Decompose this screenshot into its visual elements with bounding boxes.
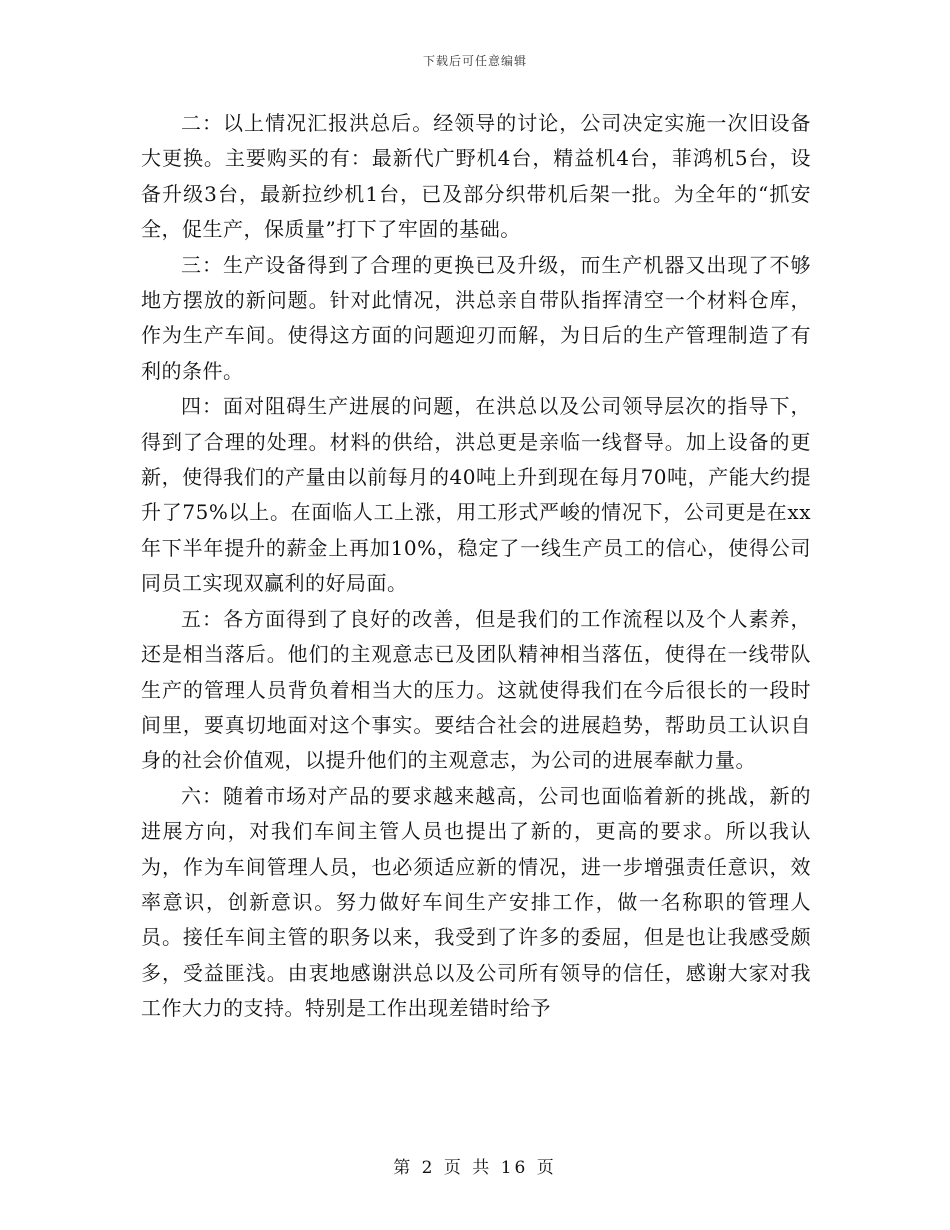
paragraph-4: 四：面对阻碍生产进展的问题，在洪总以及公司领导层次的指导下，得到了合理的处理。材料的供给，洪总更是亲临一线督导。加上设备的更新，使得我们的产量由以前每月的40吨上升到现在每月70吨，产能大约提升了75%以上。在面临人工上涨，用工形式严峻的情况下，公司更是在xx年下半年提升的薪金上再加10%，稳定了一线生产员工的信心，使得公司同员工实现双赢利的好局面。 — [141, 394, 811, 596]
paragraph-2: 二：以上情况汇报洪总后。经领导的讨论，公司决定实施一次旧设备大更换。主要购买的有：最新代广野机4台，精益机4台，菲鸿机5台，设备升级3台，最新拉纱机1台，已及部分织带机后架一批。为全年的“抓安全，促生产，保质量”打下了牢固的基础。 — [141, 111, 811, 242]
paragraph-5: 五：各方面得到了良好的改善，但是我们的工作流程以及个人素养，还是相当落后。他们的主观意志已及团队精神相当落伍，使得在一线带队生产的管理人员背负着相当大的压力。这就使得我们在今后很长的一段时间里，要真切地面对这个事实。要结合社会的进展趋势，帮助员工认识自身的社会价值观，以提升他们的主观意志，为公司的进展奉献力量。 — [141, 606, 811, 773]
paragraph-3: 三：生产设备得到了合理的更换已及升级，而生产机器又出现了不够地方摆放的新问题。针对此情况，洪总亲自带队指挥清空一个材料仓库，作为生产车间。使得这方面的问题迎刃而解，为日后的生产管理制造了有利的条件。 — [141, 252, 811, 383]
document-body — [141, 106, 811, 1027]
page-header: 下载后可任意编辑 — [422, 54, 527, 68]
page-footer: 第 2 页 共 16 页 — [393, 1158, 557, 1178]
paragraph-6: 六：随着市场对产品的要求越来越高，公司也面临着新的挑战，新的进展方向，对我们车间主管人员也提出了新的，更高的要求。所以我认为，作为车间管理人员，也必须适应新的情况，进一步增强责任意识，效率意识，创新意识。努力做好车间生产安排工作，做一名称职的管理人员。接任车间主管的职务以来，我受到了许多的委屈，但是也让我感受颇多，受益匪浅。由衷地感谢洪总以及公司所有领导的信任，感谢大家对我工作大力的支持。特别是工作出现差错时给予 — [141, 783, 811, 1021]
